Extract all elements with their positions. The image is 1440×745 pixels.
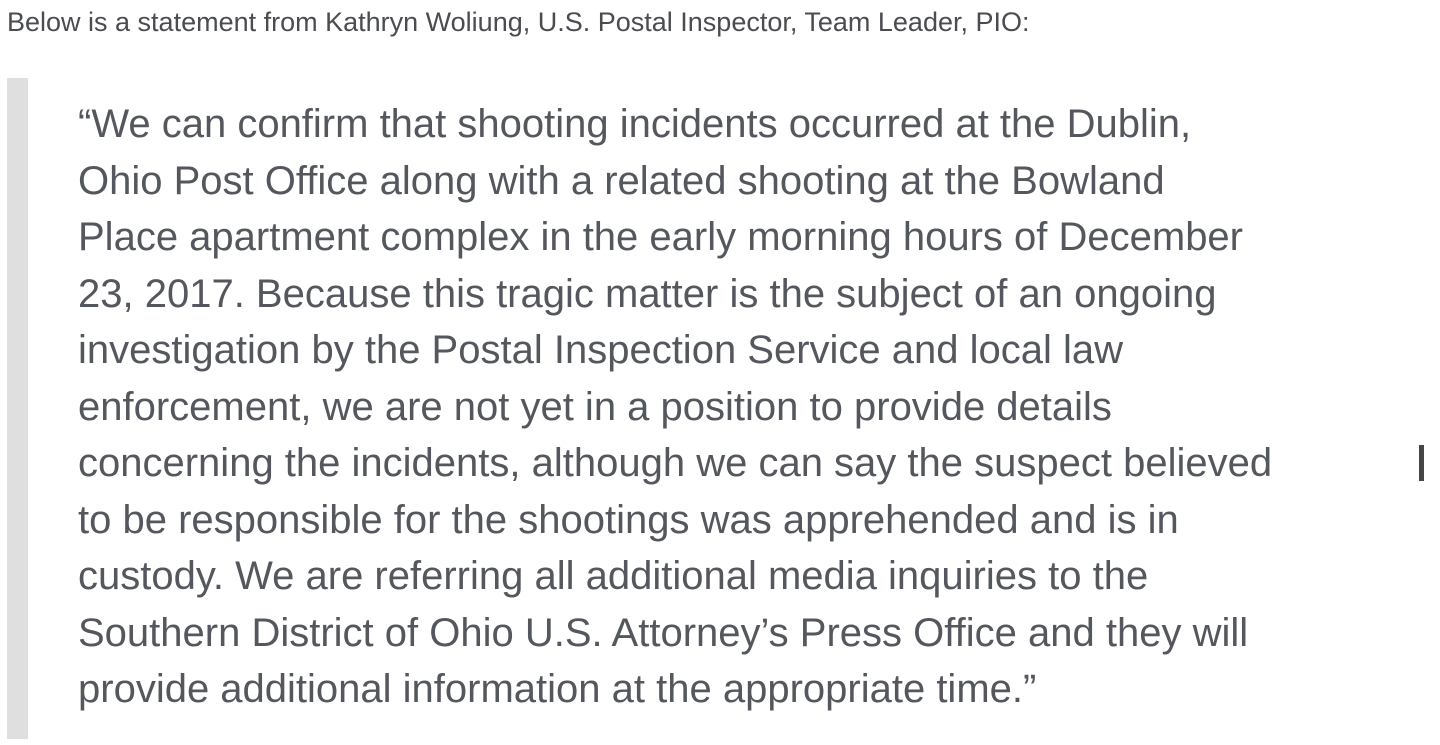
quote-line: concerning the incidents, although we can say the suspect believed bbox=[78, 441, 1273, 485]
quote-line: investigation by the Postal Inspection Service and local law bbox=[78, 328, 1124, 372]
statement-blockquote bbox=[7, 78, 1432, 739]
right-edge-cursor-mark bbox=[1419, 445, 1424, 481]
quote-line: Place apartment complex in the early morning hours of December bbox=[78, 215, 1243, 259]
quote-line: 23, 2017. Because this tragic matter is the subject of an ongoing bbox=[78, 271, 1217, 316]
quote-line: “We can confirm that shooting incidents occurred at the Dublin, bbox=[78, 102, 1192, 146]
intro-text: Below is a statement from Kathryn Woliung, U.S. Postal Inspector, Team Leader, PIO: bbox=[7, 7, 1030, 37]
quote-line: custody. We are referring all additional media inquiries to the bbox=[78, 554, 1149, 598]
quote-line: Ohio Post Office along with a related shooting at the Bowland bbox=[78, 158, 1165, 203]
quote-line: provide additional information at the appropriate time.” bbox=[78, 667, 1037, 711]
quote-line: Southern District of Ohio U.S. Attorney’s Press Office and they will bbox=[78, 610, 1249, 655]
quote-line: enforcement, we are not yet in a position to provide details bbox=[78, 384, 1112, 429]
quote-line: to be responsible for the shootings was apprehended and is in bbox=[78, 497, 1179, 542]
